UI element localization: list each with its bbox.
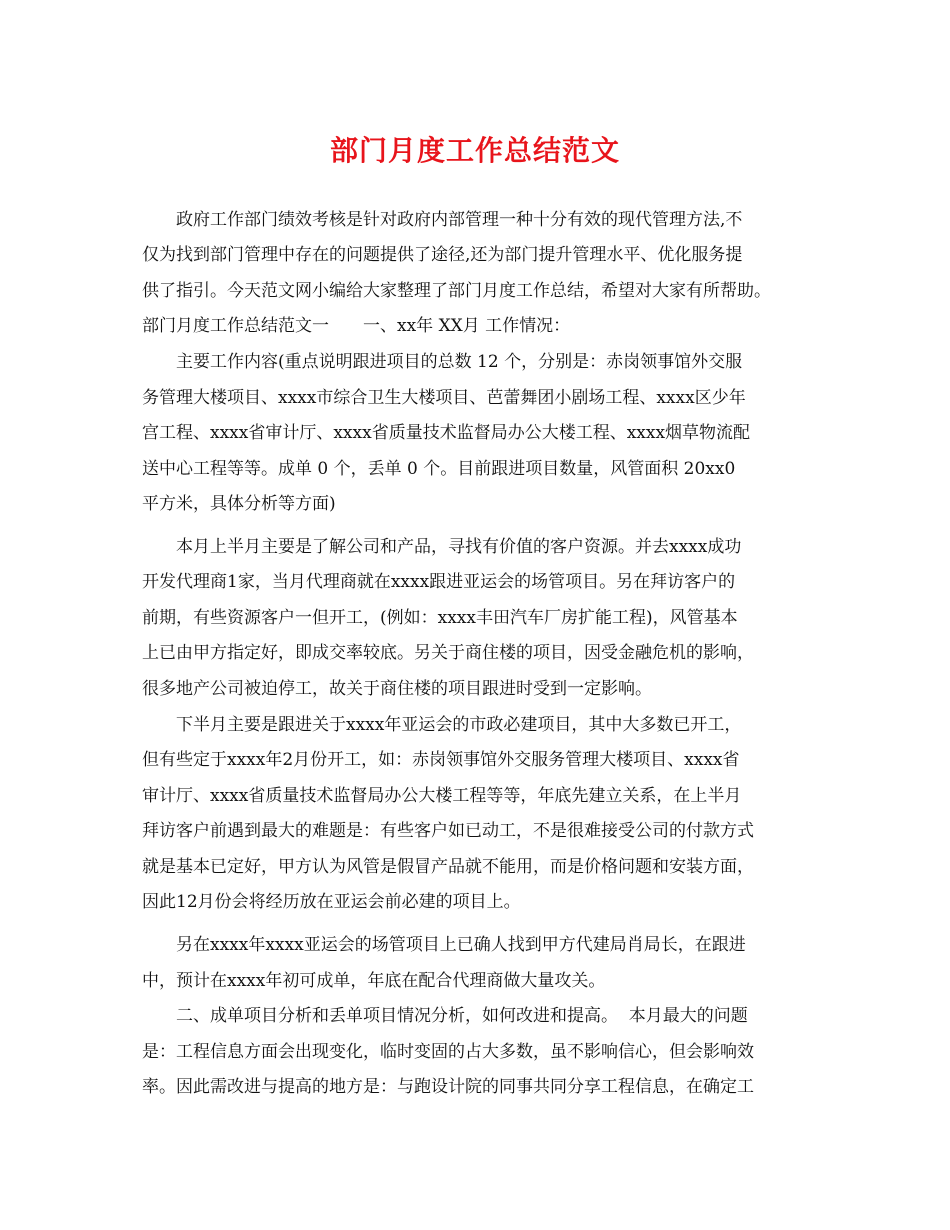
body-line: 本月上半月主要是了解公司和产品，寻找有价值的客户资源。并去xxxx成功 [176, 537, 742, 557]
body-line: 但有些定于xxxx年2月份开工，如：赤岗领事馆外交服务管理大楼项目、xxxx省 [142, 750, 740, 770]
document-title: 部门月度工作总结范文 [329, 134, 620, 167]
body-line: 因此12月份会将经历放在亚运会前必建的项目上。 [142, 892, 521, 912]
body-line: 二、成单项目分析和丢单项目情况分析，如何改进和提高。 本月最大的问题 [176, 1006, 748, 1026]
body-line: 平方米，具体分析等方面) [142, 494, 336, 514]
body-line: 另在xxxx年xxxx亚运会的场管项目上已确人找到甲方代建局肖局长，在跟进 [176, 935, 746, 955]
body-line: 下半月主要是跟进关于xxxx年亚运会的市政必建项目，其中大多数已开工， [176, 715, 742, 735]
body-line: 供了指引。今天范文网小编给大家整理了部门月度工作总结，希望对大家有所帮助。 [142, 281, 771, 301]
body-line: 是：工程信息方面会出现变化，临时变固的占大多数，虽不影响信心，但会影响效 [142, 1042, 754, 1062]
body-line: 部门月度工作总结范文一 一、xx年 XX月 工作情况： [142, 316, 571, 336]
body-line: 开发代理商1家，当月代理商就在xxxx跟进亚运会的场管项目。另在拜访客户的 [142, 572, 736, 592]
body-line: 送中心工程等等。成单 0 个，丢单 0 个。目前跟进项目数量，风管面积 20xx0 [142, 459, 736, 479]
body-line: 务管理大楼项目、xxxx市综合卫生大楼项目、芭蕾舞团小剧场工程、xxxx区少年 [142, 388, 746, 408]
body-line: 率。因此需改进与提高的地方是：与跑设计院的同事共同分享工程信息，在确定工 [142, 1077, 754, 1097]
body-line: 主要工作内容(重点说明跟进项目的总数 12 个，分别是：赤岗领事馆外交服 [176, 352, 743, 372]
body-line: 审计厅、xxxx省质量技术监督局办公大楼工程等等，年底先建立关系，在上半月 [142, 786, 742, 806]
body-line: 宫工程、xxxx省审计厅、xxxx省质量技术监督局办公大楼工程、xxxx烟草物流配 [142, 423, 751, 443]
body-line: 仅为找到部门管理中存在的问题提供了途径,还为部门提升管理水平、优化服务提 [142, 245, 743, 265]
body-line: 前期，有些资源客户一但开工，(例如：xxxx丰田汽车厂房扩能工程)，风管基本 [142, 608, 738, 628]
body-line: 中，预计在xxxx年初可成单，年底在配合代理商做大量攻关。 [142, 971, 606, 991]
body-line: 上已由甲方指定好，即成交率较底。另关于商住楼的项目，因受金融危机的影响， [142, 643, 754, 663]
body-line: 政府工作部门绩效考核是针对政府内部管理一种十分有效的现代管理方法,不 [176, 210, 743, 230]
body-line: 很多地产公司被迫停工，故关于商住楼的项目跟进时受到一定影响。 [142, 679, 652, 699]
body-line: 拜访客户前遇到最大的难题是：有些客户如已动工，不是很难接受公司的付款方式 [142, 821, 754, 841]
body-line: 就是基本已定好，甲方认为风管是假冒产品就不能用，而是价格问题和安装方面， [142, 857, 754, 877]
